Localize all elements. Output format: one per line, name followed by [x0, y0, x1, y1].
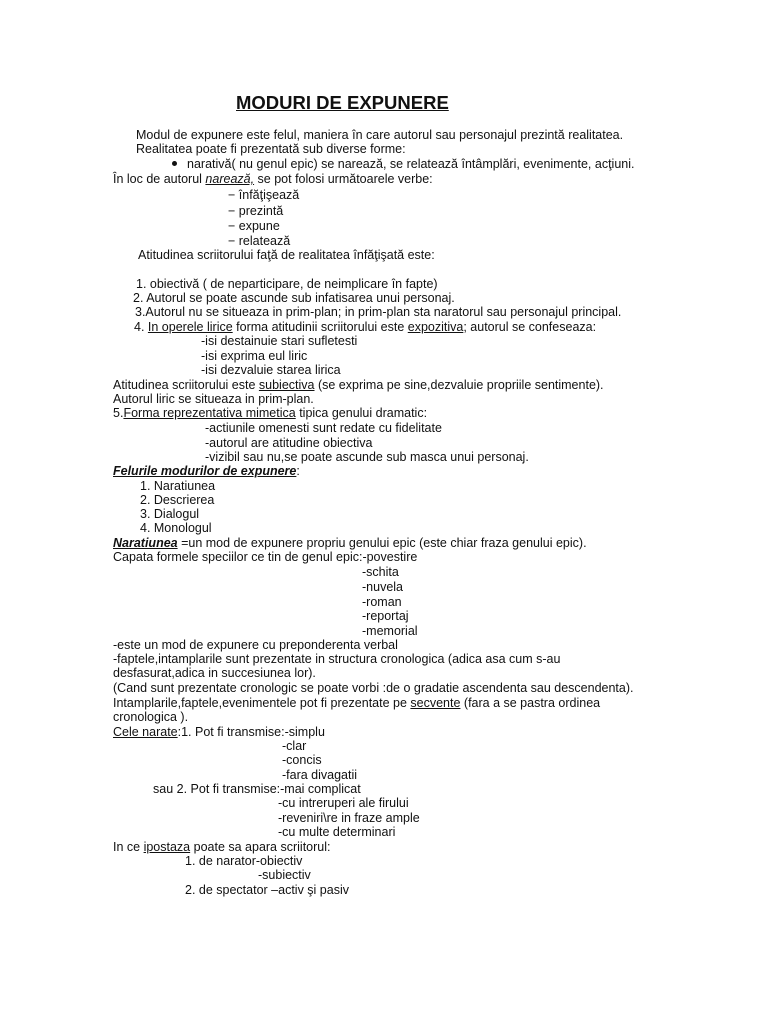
- paragraph-subjective: [113, 378, 604, 392]
- text-span: In ce: [113, 840, 144, 854]
- text-span: poate sa apara scriitorul:: [190, 840, 331, 854]
- paragraph-line: [113, 696, 600, 710]
- paragraph-verbs-intro: [113, 172, 433, 186]
- underlined-phrase: Cele narate: [113, 725, 178, 739]
- hypostasis-item-1: 1. de narator-obiectiv: [185, 854, 303, 868]
- paragraph-cele-narate: [113, 725, 325, 739]
- paragraph-line: -faptele,intamplarile sunt prezentate in structura cronologica (adica asa cum s-au: [113, 652, 561, 666]
- numbered-item-3: 3.Autorul nu se situeaza in prim-plan; in prim-plan sta naratorul sau personajul principal.: [135, 305, 622, 319]
- verb-item: − expune: [228, 219, 280, 233]
- hypostasis-item-2: 2. de spectator –activ şi pasiv: [185, 883, 349, 897]
- underlined-word: expozitiva: [407, 320, 464, 334]
- text-span: forma atitudinii scriitorului este: [232, 320, 408, 334]
- paragraph-attitude: Atitudinea scriitorului faţă de realitatea înfăţişată este:: [138, 248, 435, 262]
- paragraph-sau: sau 2. Pot fi transmise:-mai complicat: [153, 782, 361, 796]
- text-span: :1. Pot fi transmise:-simplu: [177, 725, 325, 739]
- lyric-item: -isi dezvaluie starea lirica: [201, 363, 341, 377]
- paragraph-lyric-author: Autorul liric se situeaza in prim-plan.: [113, 392, 314, 406]
- species-item: -schita: [362, 565, 399, 579]
- numbered-item-5: [113, 406, 427, 420]
- underlined-word: narează,: [205, 172, 255, 186]
- text-span: Intamplarile,faptele,evenimentele pot fi prezentate pe: [113, 696, 411, 710]
- underlined-phrase: In operele lirice: [147, 320, 233, 334]
- text-span: :: [296, 464, 300, 478]
- paragraph-line: cronologica ).: [113, 710, 189, 724]
- complex-item: -reveniri\re in fraze ample: [278, 811, 420, 825]
- text-span: (se exprima pe sine,dezvaluie propriile sentimente).: [314, 378, 604, 392]
- section-heading-felurile: [113, 464, 300, 478]
- lyric-item: -isi destainuie stari sufletesti: [201, 334, 358, 348]
- bullet-icon: [172, 161, 177, 166]
- simple-item: -clar: [282, 739, 307, 753]
- underlined-phrase: Forma reprezentativa mimetica: [123, 406, 296, 420]
- paragraph-line: (Cand sunt prezentate cronologic se poate vorbi :de o gradatie ascendenta sau descendenta).: [113, 681, 634, 695]
- mode-item: 1. Naratiunea: [140, 479, 216, 493]
- bullet-item: [172, 157, 634, 171]
- dramatic-item: -autorul are atitudine obiectiva: [205, 436, 373, 450]
- simple-item: -fara divagatii: [282, 768, 358, 782]
- lyric-item: -isi exprima eul liric: [201, 349, 308, 363]
- dramatic-item: -vizibil sau nu,se poate ascunde sub masca unui personaj.: [205, 450, 529, 464]
- verb-item: − relatează: [228, 234, 291, 248]
- numbered-item-2: 2. Autorul se poate ascunde sub infatisarea unui personaj.: [133, 291, 455, 305]
- text-span: În loc de autorul: [113, 172, 206, 186]
- species-item: -roman: [362, 595, 402, 609]
- species-item: -memorial: [362, 624, 418, 638]
- text-span: 4.: [134, 320, 148, 334]
- paragraph-line: desfasurat,adica in succesiunea lor).: [113, 666, 316, 680]
- dramatic-item: -actiunile omenesti sunt redate cu fidelitate: [205, 421, 442, 435]
- paragraph-ipostaza: [113, 840, 331, 854]
- species-item: -reportaj: [362, 609, 409, 623]
- mode-item: 3. Dialogul: [140, 507, 200, 521]
- text-span: tipica genului dramatic:: [295, 406, 428, 420]
- text-span: 5.: [113, 406, 124, 420]
- text-span: =un mod de expunere propriu genului epic (este chiar fraza genului epic).: [177, 536, 587, 550]
- numbered-item-1: 1. obiectivă ( de neparticipare, de neimplicare în fapte): [136, 277, 438, 291]
- hypostasis-item-1b: -subiectiv: [258, 868, 311, 882]
- mode-item: 4. Monologul: [140, 521, 212, 535]
- mode-item: 2. Descrierea: [140, 493, 215, 507]
- term-text: Naratiunea: [113, 536, 178, 550]
- paragraph-line: -este un mod de expunere cu preponderenta verbal: [113, 638, 398, 652]
- text-span: Atitudinea scriitorului este: [113, 378, 259, 392]
- complex-item: -cu multe determinari: [278, 825, 396, 839]
- numbered-item-4: [134, 320, 596, 334]
- page-title: MODURI DE EXPUNERE: [236, 92, 449, 113]
- complex-item: -cu intreruperi ale firului: [278, 796, 409, 810]
- text-span: ; autorul se confeseaza:: [463, 320, 597, 334]
- underlined-word: ipostaza: [143, 840, 191, 854]
- paragraph-intro: Modul de expunere este felul, maniera în care autorul sau personajul prezintă realitatea.: [136, 128, 624, 142]
- species-item: -nuvela: [362, 580, 403, 594]
- paragraph-forms: Realitatea poate fi prezentată sub diverse forme:: [136, 142, 406, 156]
- verb-item: − înfăţişează: [228, 188, 300, 202]
- paragraph-naratiunea: [113, 536, 587, 550]
- simple-item: -concis: [282, 753, 322, 767]
- paragraph-species: Capata formele speciilor ce tin de genul epic:-povestire: [113, 550, 418, 564]
- underlined-word: subiectiva: [258, 378, 315, 392]
- heading-text: Felurile modurilor de expunere: [113, 464, 297, 478]
- text-span: se pot folosi următoarele verbe:: [254, 172, 433, 186]
- text-span: (fara a se pastra ordinea: [460, 696, 601, 710]
- bullet-text: narativă( nu genul epic) se narează, se relatează întâmplări, evenimente, acţiuni.: [187, 157, 635, 171]
- underlined-word: secvente: [410, 696, 461, 710]
- verb-item: − prezintă: [228, 204, 284, 218]
